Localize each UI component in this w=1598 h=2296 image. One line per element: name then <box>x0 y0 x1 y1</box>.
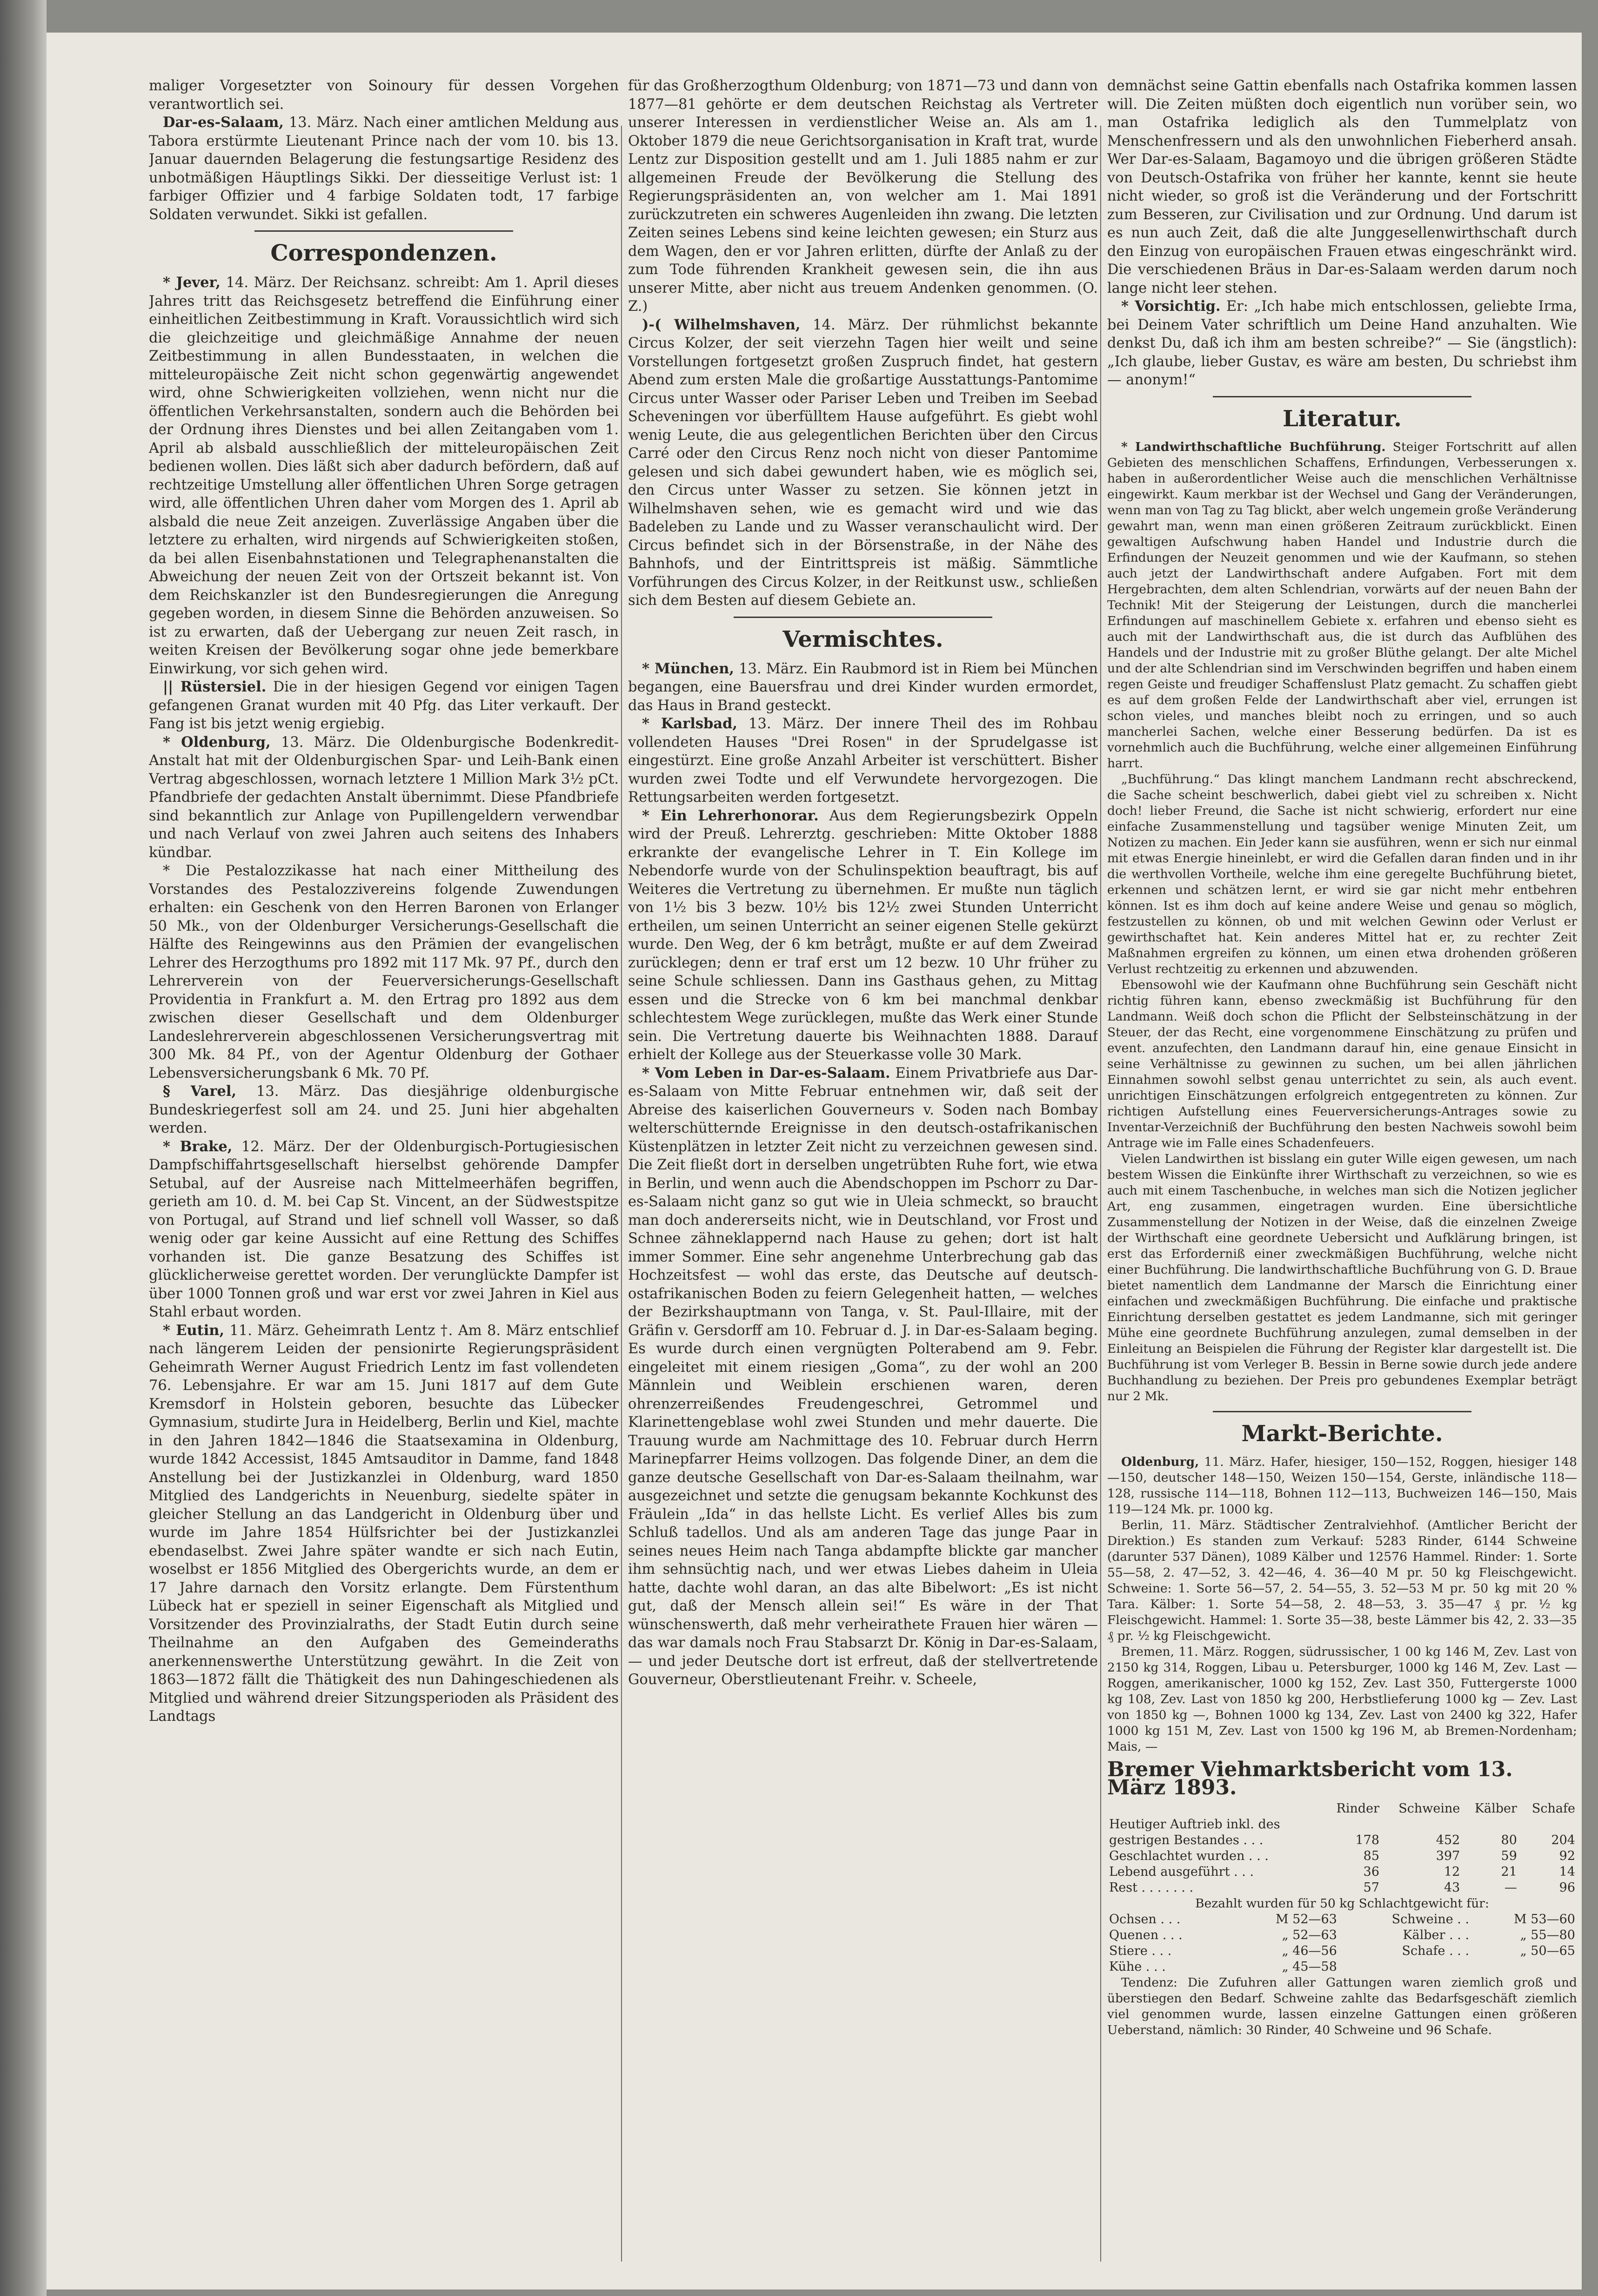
table-cell: Heutiger Auftrieb inkl. des <box>1109 1817 1280 1832</box>
table-cell: 12 <box>1444 1864 1460 1879</box>
viehmarkt-tendenz: Tendenz: Die Zufuhren aller Gattungen waren ziemlich groß und überstiegen den Bedarf. Schweine zahlte das Bedarfsgeschäft ziemlich viel genommen wurde, lassen einzelne Gattungen einen größeren Ueberstand, nämlich: 30 Rinder, 40 Schweine und 96 Schafe. <box>1107 1975 1577 2037</box>
article-vorsichtig: * Vorsichtig. Er: „Ich habe mich entschlossen, geliebte Irma, bei Deinem Vater schriftlich um Deine Hand anzuhalten. Wie denkst Du, daß ich ihm am besten schreibe?“ — Sie (ängstlich): „Ich glaube, lieber Gustav, es wäre am besten, Du schriebst ihm — anonym!“ <box>1107 298 1577 388</box>
table-cell: 21 <box>1501 1864 1517 1879</box>
article-karlsbad: * Karlsbad, 13. März. Der innere Theil des im Rohbau vollendeten Hauses "Drei Rosen" in der Sprudelgasse ist eingestürzt. Eine große Anzahl Arbeiter ist verschüttert. Bisher wurden zwei Todte und elf Verwundete hervorgezogen. Die Rettungsarbeiten werden fortgesetzt. <box>628 715 1098 806</box>
table-header-cell: Schweine <box>1398 1801 1460 1816</box>
table-header-row <box>1107 1801 1577 1817</box>
column-3 <box>1107 77 1577 2271</box>
column-rule-2 <box>1100 126 1101 2262</box>
article-oldenburg: * Oldenburg, 13. März. Die Oldenburgische Bodenkredit-Anstalt hat mit der Oldenburgischen Spar- und Leih-Bank einen Vertrag abgeschlossen, wornach letztere 1 Million Mark 3½ pCt. Pfandbriefe der gedachten Anstalt übernimmt. Diese Pfandbriefe sind bekanntlich zur Anlage von Pupillengeldern verwendbar und nach Verlauf von zwei Jahren auch seitens des Inhabers kündbar. <box>149 733 619 861</box>
review-title: * Landwirthschaftliche Buchführung. <box>1121 439 1386 454</box>
table-cell: „ 46—56 <box>1282 1943 1337 1958</box>
section-heading-literatur: Literatur. <box>1283 405 1402 432</box>
article-dar-es-salaam-leben: * Vom Leben in Dar-es-Salaam. Einem Privatbriefe aus Dar-es-Salaam von Mitte Februar entnehmen wir, daß seit der Abreise des kaiserlichen Gouverneurs v. Soden nach Bombay welterschütternde Ereignisse in den deutsch-ostafrikanischen Küstenplätzen in letzter Zeit nicht zu verzeichnen gewesen sind. Die Zeit fließt dort in derselben ungetrübten Ruhe fort, wie etwa in Berlin, und wenn auch die Abendschoppen im Pschorr zu Dar-es-Salaam nicht ganz so gut wie in Uleia schmeckt, so braucht man doch andererseits nicht, wie in Deutschland, vor Frost und Schnee zähneklappernd nach Hause zu gehen; dort ist halt immer Sommer. Eine sehr angenehme Unterbrechung gab das Hochzeitsfest — wohl das erste, das Deutsche auf deutsch-ostafrikanischen Boden zu feiern Gelegenheit hatten, — welches der Bezirkshauptmann von Tanga, v. St. Paul-Illaire, mit der Gräfin v. Gersdorff am 10. Februar d. J. in Dar-es-Salaam beging. Es wurde durch einen vergnügten Polterabend am 9. Febr. eingeleitet mit einem riesigen „Goma“, zu der wohl an 200 Männlein und Weiblein erschienen waren, deren ohrenzerreißendes Freudengeschrei, Getrommel und Klarinettengeblase wohl zwei Stunden und mehr dauerte. Die Trauung wurde am Nachmittage des 10. Februar durch Herrn Marinepfarrer Heims vollzogen. Das folgende Diner, an dem die ganze deutsche Gesellschaft von Dar-es-Salaam theilnahm, war ausgezeichnet und setzte die genugsam bekannte Kochkunst des Fräulein „Ida“ in das hellste Licht. Es verlief Alles bis zum Schluß tadellos. Und als am anderen Tage das junge Paar in seines neues Heim nach Tanga abdampfte blickte gar mancher ihm sehnsüchtig nach, und wer etwas Liebes daheim in Uleia hatte, dachte wohl daran, an das alte Bibelwort: „Es ist nicht gut, daß der Mensch allein sei!“ Es wäre in der That wünschenswerth, daß mehr verheirathete Frauen hier wären — das war damals noch Frau Stabsarzt Dr. König in Dar-es-Salaam, — und jeder Deutsche dort ist erfreut, daß der stellvertretende Gouverneur, Oberstlieutenant Freihr. v. Scheele, <box>628 1064 1098 1688</box>
table-cell: 397 <box>1436 1848 1460 1863</box>
dateline: * Oldenburg, <box>163 733 271 751</box>
table-cell: 59 <box>1501 1848 1517 1863</box>
article-brake: * Brake, 12. März. Der der Oldenburgisch-Portugiesischen Dampfschiffahrtsgesellschaft hierselbst gehörende Dampfer Setubal, auf der Ausreise nach Mittelmeerhäfen begriffen, gerieth am 10. d. M. bei Cap St. Vincent, an der Südwestspitze von Portugal, auf Strand und lief schnell voll Wasser, so daß wenig oder gar keine Aussicht auf eine Rettung des Schiffes vorhanden ist. Die ganze Besatzung des Schiffes ist glücklicherweise gerettet worden. Der verunglückte Dampfer ist über 1000 Tonnen groß und war erst vor zwei Jahren in Kiel aus Stahl erbaut worden. <box>149 1138 619 1320</box>
review-paragraph: Vielen Landwirthen ist bisslang ein guter Wille eigen gewesen, um nach bestem Wissen die Einkünfte ihrer Wirthschaft zu verzeichnen, so wie es auch mit einem Taschenbuche, in welches man sich die Notizen jeglicher Art, eng zusammen, eingetragen wurden. Eine übersichtliche Zusammenstellung der Notizen in der Weise, daß die einzelnen Zweige der Wirthschaft eine geordnete Uebersicht und Aufklärung bringen, ist erst das Erforderniß einer zweckmäßigen Buchführung, welche nicht einer Buchführung. Die landwirthschaftliche Buchführung von G. D. Braue bietet namentlich dem Landmanne der Marsch die Einrichtung einer einfachen und zweckmäßigen Buchführung. Die einfache und praktische Einrichtung derselben gestattet es jedem Landmanne, sich mit geringer Mühe eine geordnete Buchführung anzulegen, zumal demselben in der Einleitung an Beispielen die Führung der Register klar dargestellt ist. Die Buchführung ist vom Verleger B. Bessin in Berne sowie durch jede andere Buchhandlung zu beziehen. Der Preis pro gebundenes Exemplar beträgt nur 2 Mk. <box>1107 1151 1577 1403</box>
dateline: * Jever, <box>163 274 221 291</box>
market-bremen: Bremen, 11. März. Roggen, südrussischer, 1 00 kg 146 M, Zev. Last von 2150 kg 314, Roggen, Libau u. Petersburger, 1000 kg 146 M, Zev. Last — Roggen, amerikanischer, 1000 kg 152, Zev. Last 350, Futtergerste 1000 kg 108, Zev. Last von 1850 kg 200, Herbstlieferung 1000 kg — Zev. Last von 1850 kg —, Bohnen 1000 kg 134, Zev. Last von 2400 kg 322, Hafer 1000 kg 151 M, Zev. Last von 1500 kg 196 M, ab Bremen-Nordenham; Mais, — <box>1107 1644 1577 1754</box>
table-cell: Stiere . . . <box>1109 1943 1172 1958</box>
newspaper-page <box>47 33 1582 2289</box>
table-cell <box>1339 1959 1471 1975</box>
article-wilhelmshaven: )-( Wilhelmshaven, 14. März. Der rühmlichst bekannte Circus Kolzer, der seit vierzehn Tagen hier weilt und seine Vorstellungen fortgesetzt großen Zuspruch findet, hat gestern Abend zum ersten Male die großartige Ausstattungs-Pantomime Circus unter Wasser oder Pariser Leben und Treiben im Seebad Scheveningen vor überfülltem Hause aufgeführt. Es giebt wohl wenig Leute, die aus gelegentlichen Berichten über den Circus Carré oder den Circus Renz noch nicht von dieser Pantomime gelesen und sich dabei gewundert haben, wie es möglich sei, den Circus unter Wasser zu setzen. Sie können jetzt in Wilhelmshaven sehen, wie es gemacht wird und wie das Badeleben zu Lande und zu Wasser veranschaulicht wird. Der Circus befindet sich in der Börsenstraße, in der Nähe des Bahnhofs, und der Eintrittspreis ist mäßig. Sämmtliche Vorführungen des Circus Kolzer, in der Reitkunst usw., schließen sich dem Besten auf diesem Gebiete an. <box>628 316 1098 609</box>
table-row <box>1107 1912 1577 1927</box>
table-cell: Quenen . . . <box>1109 1927 1183 1942</box>
table-cell: M 53—60 <box>1514 1912 1575 1927</box>
table-cell: Geschlachtet wurden . . . <box>1109 1848 1269 1863</box>
table-cell: 96 <box>1559 1880 1575 1895</box>
table-cell: 178 <box>1355 1833 1380 1847</box>
table-cell: Schweine . . <box>1391 1912 1470 1927</box>
article-ruestersiel: || Rüstersiel. Die in der hiesigen Gegend vor einigen Tagen gefangenen Granat wurden mit 40 Pfg. das Liter verkauft. Der Fang ist bis jetzt wenig ergiebig. <box>149 678 619 732</box>
table-cell: Lebend ausgeführt . . . <box>1109 1864 1254 1879</box>
article-muenchen: * München, 13. März. Ein Raubmord ist in Riem bei München begangen, eine Bauersfrau und drei Kinder wurden ermordet, das Haus in Brand gesteckt. <box>628 660 1098 714</box>
section-separator <box>1213 1411 1471 1412</box>
table-cell: 57 <box>1363 1880 1380 1895</box>
table-row <box>1107 1959 1577 1975</box>
dateline: * Vorsichtig. <box>1121 298 1221 315</box>
dateline: * Karlsbad, <box>642 715 738 732</box>
market-reports: Oldenburg, 11. März. Hafer, hiesiger, 150—152, Roggen, hiesiger 148—150, deutscher 148—150, Weizen 150—154, Gerste, inländische 118—128, russische 114—118, Bohnen 112—113, Buchweizen 146—150, Mais 119—124 Mk. pr. 1000 kg. Berlin, 11. März. Städtischer Zentralviehhof. (Amtlicher Bericht der Direktion.) Es standen zum Verkauf: 5283 Rinder, 6144 Schweine (darunter 537 Dänen), 1089 Kälber und 12576 Hammel. Rinder: 1. Sorte 55—58, 2. 47—52, 3. 42—46, 4. 36—40 M pr. 50 kg Fleischgewicht. Schweine: 1. Sorte 56—57, 2. 54—55, 3. 52—53 M pr. 50 kg mit 20 % Tara. Kälber: 1. Sorte 54—58, 2. 48—53, 3. 35—47 ₰ pr. ½ kg Fleischgewicht. Hammel: 1. Sorte 35—38, beste Lämmer bis 42, 2. 33—35 ₰ pr. ½ kg Fleischgewicht. Bremen, 11. März. Roggen, südrussischer, 1 00 kg 146 M, Zev. Last von 2150 kg 314, Roggen, Libau u. Petersburger, 1000 kg 146 M, Zev. Last — Roggen, amerikanischer, 1000 kg 152, Zev. Last 350, Futtergerste 1000 kg 108, Zev. Last von 1850 kg 200, Herbstlieferung 1000 kg — Zev. Last von 1850 kg —, Bohnen 1000 kg 134, Zev. Last von 2400 kg 322, Hafer 1000 kg 151 M, Zev. Last von 1500 kg 196 M, ab Bremen-Nordenham; Mais, — <box>1107 1454 1577 1754</box>
table-cell: „ 55—80 <box>1520 1927 1575 1942</box>
table-cell: 14 <box>1559 1864 1575 1879</box>
table-header-cell: Schafe <box>1531 1801 1575 1816</box>
table-row <box>1107 1864 1577 1880</box>
table-cell: 85 <box>1363 1848 1380 1863</box>
review-paragraph: Ebensowohl wie der Kaufmann ohne Buchführung sein Geschäft nicht richtig führen kann, ebenso zweckmäßig ist Buchführung für den Landmann. Weiß doch schon die Pflicht der Selbsteinschätzung in der Steuer, der das Recht, eine vorgenommene Einschätzung zu prüfen und event. anzufechten, den Landmann darauf hin, eine genaue Einsicht in seine Verhältnisse zu gewinnen zu suchen, um bei allen jährlichen Einnahmen sowohl selbst genau unterrichtet zu sein, als auch event. unrichtigen Einschätzungen erfolgreich entgegentreten zu können. Zur richtigen Aufstellung eines Feuerversicherungs-Antrages sowie zu Inventar-Verzeichniß der Buchführung den besten Nachweis sowohl beim Antrage wie im Falle eines Schadenfeuers. <box>1107 977 1577 1150</box>
table-cell: 204 <box>1551 1833 1575 1847</box>
table-row <box>1107 1880 1577 1896</box>
article-lehrerhonorar: * Ein Lehrerhonorar. Aus dem Regierungsbezirk Oppeln wird der Preuß. Lehrerztg. geschrieben: Mitte Oktober 1888 erkrankte der evangelische Lehrer in T. Ein Kollege im Nebendorfe wurde von der Schulinspektion beauftragt, bis auf Weiteres die Vertretung zu übernehmen. Er mußte nun täglich von 1½ bis 3 bezw. 10½ bis 12½ zwei Stunden Unterricht ertheilen, um seinen Unterricht an seiner eigenen Stelle gekürzt wurde. Den Weg, der 6 km betrågt, mußte er auf dem Zweirad zurücklegen; denn er traf erst um 12 bezw. 10 Uhr früher zu seine Schule schliessen. Dann ins Gasthaus gehen, zu Mittag essen und die Strecke von 6 km bei manchmal denkbar schlechtestem Wege zurücklegen, mußte das Werk einer Stunde sein. Die Vertretung dauerte bis Weihnachten 1888. Darauf erhielt der Kollege aus der Steuerkasse volle 30 Mark. <box>628 807 1098 1063</box>
table-cell: — <box>1504 1880 1517 1895</box>
article-continuation: demnächst seine Gattin ebenfalls nach Ostafrika kommen lassen will. Die Zeiten müßten doch eigentlich nun vorüber sein, wo man Ostafrika lediglich als den Tummelplatz von Menschenfressern und als den unwohnlichen Fieberherd ansah. Wer Dar-es-Salaam, Bagamoyo und die übrigen größeren Städte von Deutsch-Ostafrika von früher her kannte, kennt sie heute nicht wieder, so groß ist die Veränderung und der Fortschritt zum Besseren, zur Civilisation und zur Ordnung. Und darum ist es nun auch Zeit, daß die alte Junggesellenwirthschaft durch den Einzug von europäischen Frauen etwas eingeschränkt wird. Die verschiedenen Bräus in Dar-es-Salaam werden darum noch lange nicht leer stehen. <box>1107 78 1577 296</box>
viehmarkt-price-note: Bezahlt wurden für 50 kg Schlachtgewicht für: <box>1195 1896 1489 1911</box>
table-cell: 452 <box>1436 1833 1460 1847</box>
dateline: * Eutin, <box>163 1322 225 1339</box>
table-cell <box>1381 1817 1462 1833</box>
table-cell <box>1519 1817 1577 1833</box>
dateline: * Ein Lehrerhonorar. <box>642 807 819 824</box>
article-varel: § Varel, 13. März. Das diesjährige oldenburgische Bundeskriegerfest soll am 24. und 25. Juni hier abgehalten werden. <box>149 1083 619 1136</box>
column-rule-1 <box>621 126 622 2262</box>
section-separator <box>254 230 513 232</box>
literature-review: * Landwirthschaftliche Buchführung. Steiger Fortschritt auf allen Gebieten des menschlichen Schaffens, Erfindungen, Verbesserungen x. haben in außerordentlicher Weise auch die menschlichen Verhältnisse eingewirkt. Kaum merkbar ist der Wechsel und Gang der Veränderungen, wenn man von Tag zu Tag blickt, aber welch ungemein große Veränderung gewahrt man, wenn man einen größeren Zeitraum zurückblickt. Einen gewaltigen Aufschwung haben Handel und Industrie durch die Erfindungen der Neuzeit genommen und wie der Kaufmann, so stehen auch jetzt der Landwirthschaft andere Aufgaben. Fort mit dem Hergebrachten, dem alten Schlendrian, vorwärts auf der neuen Bahn der Technik! Mit der Steigerung der Leistungen, durch die mancherlei Erfindungen auf maschinellem Gebiete x. erfahren und ebenso sieht es auch mit der Landwirthschaft aus, die ist durch das Aufblühen des Handels und der Industrie mit zu großer Blüthe gelangt. Der alte Michel und der alte Schlendrian sind im Verschwinden begriffen und haben einem regen Geiste und freudiger Schaffenslust Platz gemacht. Zu schaffen giebt es auf dem großen Felde der Landwirthschaft aber viel, errungen ist schon vieles, und manches bleibt noch zu erringen, und so auch mancherlei Sachen, welche einer Besserung bedürfen. Da ist es vornehmlich auch die Buchführung, welche einer allgemeinen Einführung harrt. „Buchführung.“ Das klingt manchem Landmann recht abschreckend, die Sache scheint beschwerlich, dabei giebt viel zu schreiben x. Nicht doch! lieber Freund, die Sache ist nicht schwierig, erfordert nur eine einfache Zusammenstellung und tagsüber wenige Minuten Zeit, um Notizen zu machen. Ein Jeder kann sie ausführen, wenn er sich nur einmal mit etwas Energie hineinlebt, er wird die Gefallen daran finden und in ihr die werthvollen Vortheile, welche ihm eine geregelte Buchführung bietet, erkennen und schätzen lernt, er wird sie gar nicht mehr entbehren können. Ist es ihm doch auf keine andere Weise und genau so möglich, festzustellen zu können, ob und mit welchen Gewinn oder Verlust er gewirthschaftet hat. Kein anderes Mittel hat er, zu rechter Zeit Maßnahmen ergreifen zu können, um einen etwa drohenden größeren Verlust rechtzeitig zu erkennen und abzuwenden. Ebensowohl wie der Kaufmann ohne Buchführung sein Geschäft nicht richtig führen kann, ebenso zweckmäßig ist Buchführung für den Landmann. Weiß doch schon die Pflicht der Selbsteinschätzung in der Steuer, der das Recht, eine vorgenommene Einschätzung zu prüfen und event. anzufechten, den Landmann darauf hin, eine genaue Einsicht in seine Verhältnisse zu gewinnen zu suchen, um bei allen jährlichen Einnahmen sowohl selbst genau unterrichtet zu sein, als auch event. unrichtigen Einschätzungen erfolgreich entgegentreten zu können. Zur richtigen Aufstellung eines Feuerversicherungs-Antrages sowie zu Inventar-Verzeichniß der Buchführung den besten Nachweis sowohl beim Antrage wie im Falle eines Schadenfeuers. Vielen Landwirthen ist bisslang ein guter Wille eigen gewesen, um nach bestem Wissen die Einkünfte ihrer Wirthschaft zu verzeichnen, so wie es auch mit einem Taschenbuche, in welches man sich die Notizen jeglicher Art, eng zusammen, eingetragen wurden. Eine übersichtliche Zusammenstellung der Notizen in der Weise, daß die einzelnen Zweige der Wirthschaft eine geordnete Uebersicht und Aufklärung bringen, ist erst das Erforderniß einer zweckmäßigen Buchführung, welche nicht einer Buchführung. Die landwirthschaftliche Buchführung von G. D. Braue bietet namentlich dem Landmanne der Marsch die Einrichtung einer einfachen und zweckmäßigen Buchführung. Die einfache und praktische Einrichtung derselben gestattet es jedem Landmanne, sich mit geringer Mühe eine geordnete Buchführung anzulegen, zumal demselben in der Einleitung an Beispielen die Führung der Register klar dargestellt ist. Die Buchführung ist vom Verleger B. Bessin in Berne sowie durch jede andere Buchhandlung zu beziehen. Der Preis pro gebundenes Exemplar beträgt nur 2 Mk. <box>1107 439 1577 1403</box>
table-cell: 92 <box>1559 1848 1575 1863</box>
article-dar-es-salaam: Dar-es-Salaam, 13. März. Nach einer amtlichen Meldung aus Tabora erstürmte Lieutenant Prince nach der vom 10. bis 13. Januar dauernden Belagerung die festungsartige Residenz des unbotmäßigen Häuptlings Sikki. Der diesseitige Verlust ist: 1 farbiger Offizier und 4 farbige Soldaten todt, 17 farbige Soldaten verwundet. Sikki ist gefallen. <box>149 114 619 223</box>
article-pestalozzikasse: * Die Pestalozzikasse hat nach einer Mittheilung des Vorstandes des Pestalozzivereins folgende Zuwendungen erhalten: ein Geschenk von den Herren Baronen von Erlanger 50 Mk., von der Oldenburger Versicherungs-Gesellschaft die Hälfte des Reingewinns aus den Prämien der evangelischen Lehrer des Herzogthums pro 1892 mit 117 Mk. 97 Pf., durch den Lehrerverein von der Feuerversicherungs-Gesellschaft Providentia in Frankfurt a. M. den Ertrag pro 1892 aus dem zwischen dieser Gesellschaft und dem Oldenburger Landeslehrerverein abgeschlossenen Versicherungsvertrag mit 300 Mk. 84 Pf., von der Agentur Oldenburg der Gothaer Lebensversicherungsbank 6 Mk. 70 Pf. <box>149 863 619 1081</box>
table-row <box>1107 1848 1577 1864</box>
table-cell <box>1462 1817 1519 1833</box>
section-separator <box>734 617 992 618</box>
dateline: Dar-es-Salaam, <box>163 114 284 131</box>
dateline: || Rüstersiel. <box>163 678 267 695</box>
table-cell: Kälber . . . <box>1403 1927 1470 1942</box>
article-continuation: maliger Vorgesetzter von Soinoury für dessen Vorgehen verantwortlich sei. <box>149 78 619 113</box>
table-cell <box>1471 1959 1577 1975</box>
section-heading-marktberichte: Markt-Berichte. <box>1241 1420 1443 1447</box>
table-cell: Schafe . . . <box>1402 1943 1470 1958</box>
viehmarkt-price-table <box>1107 1912 1577 1975</box>
section-separator <box>1213 396 1471 397</box>
viehmarkt-title: Bremer Viehmarktsbericht vom 13. März 1893. <box>1107 1757 1513 1799</box>
table-cell: „ 52—63 <box>1282 1927 1337 1942</box>
table-row <box>1107 1833 1577 1848</box>
table-header-cell: Kälber <box>1474 1801 1517 1816</box>
table-cell: 36 <box>1363 1864 1380 1879</box>
article-jever: * Jever, 14. März. Der Reichsanz. schreibt: Am 1. April dieses Jahres tritt das Reichsgesetz betreffend die Einführung einer einheitlichen Zeitbestimmung in Kraft. Voraussichtlich wird sich die gleichzeitige und gleichmäßige Annahme der neuen Zeitbestimmung in allen Bundesstaaten, in welchen die mitteleuropäische Zeit nicht schon gegenwärtig angewendet wird, ohne Schwierigkeiten vollziehen, wenn nicht nur die öffentlichen Verkehrsanstalten, sondern auch die Behörden bei der Ordnung ihres Dienstes und bei allen Zeitangaben vom 1. April ab alsbald ausschließlich der mitteleuropäischen Zeit bedienen wollen. Dies läßt sich aber dadurch befördern, daß auf rechtzeitige Umstellung aller öffentlichen Uhren Sorge getragen wird, alle öffentlichen Uhren daher vom Morgen des 1. April ab alsbald die neue Zeit anzeigen. Zuverlässige Angaben über die letztere zu erhalten, wird nirgends auf Schwierigkeiten stoßen, da bei allen Eisenbahnstationen und Telegraphenanstalten die Abweichung der neuen Zeit von der Ortszeit bekannt ist. Von dem Reichskanzler ist den Bundesregierungen die Anregung gegeben worden, in diesem Sinne die Behörden anzuweisen. So ist zu erwarten, daß der Uebergang zur neuen Zeit rasch, in weiten Kreisen der Bevölkerung sogar ohne jede bemerkbare Einwirkung, vor sich gehen wird. <box>149 274 619 677</box>
article-eutin: * Eutin, 11. März. Geheimrath Lentz †. Am 8. März entschlief nach längerem Leiden der pensionirte Regierungspräsident Geheimrath Werner August Friedrich Lentz im fast vollendeten 76. Lebensjahre. Er war am 15. Juni 1817 auf dem Gute Kremsdorf in Holstein geboren, besuchte das Lübecker Gymnasium, studirte Jura in Heidelberg, Berlin und Kiel, machte in den Jahren 1842—1846 die Staatsexamina in Oldenburg, wurde 1842 Accessist, 1845 Amtsauditor in Damme, fand 1848 Anstellung bei der Justizkanzlei in Oldenburg, ward 1850 Mitglied des Landgerichts in Neuenburg, siedelte später in gleicher Stellung an das Landgericht in Oldenburg über und wurde im Jahre 1854 Hülfsrichter bei der Justizkanzlei ebendaselbst. Zwei Jahre später wandte er sich nach Eutin, woselbst er 1856 Mitglied des Obergerichts wurde, an dem er 17 Jahre darnach den Vorsitz erlangte. Dem Fürstenthum Lübeck hat er speziell in seiner Eigenschaft als Mitglied und Vorsitzender des Provinzialraths, der Stadt Eutin durch seine Theilnahme an den Aufgaben des Gemeinderaths anerkennenswerthe Unterstützung gewährt. In die Zeit von 1863—1872 fällt die Thätigkeit des nun Dahingeschiedenen als Mitglied und während dreier Sitzungsperioden als Präsident des Landtags <box>149 1322 619 1725</box>
table-row <box>1107 1817 1577 1833</box>
table-cell: Kühe . . . <box>1109 1959 1166 1974</box>
table-cell: „ 45—58 <box>1282 1959 1337 1974</box>
table-header-cell <box>1107 1801 1324 1817</box>
table-row <box>1107 1927 1577 1943</box>
dateline: * Vom Leben in Dar-es-Salaam. <box>642 1064 890 1081</box>
table-header-cell: Rinder <box>1336 1801 1380 1816</box>
table-row <box>1107 1943 1577 1959</box>
dateline: * Brake, <box>163 1138 233 1155</box>
table-cell: 43 <box>1444 1880 1460 1895</box>
dateline: § Varel, <box>163 1083 237 1100</box>
table-cell: M 52—63 <box>1275 1912 1337 1927</box>
market-berlin: Berlin, 11. März. Städtischer Zentralviehhof. (Amtlicher Bericht der Direktion.) Es standen zum Verkauf: 5283 Rinder, 6144 Schweine (darunter 537 Dänen), 1089 Kälber und 12576 Hammel. Rinder: 1. Sorte 55—58, 2. 47—52, 3. 42—46, 4. 36—40 M pr. 50 kg Fleischgewicht. Schweine: 1. Sorte 56—57, 2. 54—55, 3. 52—53 M pr. 50 kg mit 20 % Tara. Kälber: 1. Sorte 54—58, 2. 48—53, 3. 35—47 ₰ pr. ½ kg Fleischgewicht. Hammel: 1. Sorte 35—38, beste Lämmer bis 42, 2. 33—35 ₰ pr. ½ kg Fleischgewicht. <box>1107 1517 1577 1643</box>
section-heading-correspondenzen: Correspondenzen. <box>270 240 497 266</box>
table-cell <box>1324 1817 1381 1833</box>
review-paragraph: „Buchführung.“ Das klingt manchem Landmann recht abschreckend, die Sache scheint beschwerlich, dabei giebt viel zu schreiben x. Nicht doch! lieber Freund, die Sache ist nicht schwierig, erfordert nur eine einfache Zusammenstellung und tagsüber wenige Minuten Zeit, um Notizen zu machen. Ein Jeder kann sie ausführen, wenn er sich nur einmal mit etwas Energie hineinlebt, er wird die Gefallen daran finden und in ihr die werthvollen Vortheile, welche ihm eine geregelte Buchführung bietet, erkennen und schätzen lernt, er wird sie gar nicht mehr entbehren können. Ist es ihm doch auf keine andere Weise und genau so möglich, festzustellen zu können, ob und mit welchen Gewinn oder Verlust er gewirthschaftet hat. Kein anderes Mittel hat er, zu rechter Zeit Maßnahmen ergreifen zu können, um einen etwa drohenden größeren Verlust rechtzeitig zu erkennen und abzuwenden. <box>1107 772 1577 976</box>
table-cell: „ 50—65 <box>1520 1943 1575 1958</box>
viehmarkt-table <box>1107 1801 1577 1896</box>
article-continuation: für das Großherzogthum Oldenburg; von 1871—73 und dann von 1877—81 gehörte er dem deutschen Reichstag als Vertreter unserer Interessen in verdienstlicher Weise an. Als am 1. Oktober 1879 die neue Gerichtsorganisation in Kraft trat, wurde Lentz zur Disposition gestellt und am 1. Juli 1885 nahm er zur allgemeinen Freude der Bevölkerung die Stellung des Regierungspräsidenten an, von welcher am 1. Mai 1891 zurückzutreten ein schweres Augenleiden ihn zwang. Die letzten Zeiten seines Lebens sind keine leichten gewesen; ein Sturz aus dem Wagen, den er vor Jahren erlitten, dürfte der Anlaß zu der zum Tode führenden Krankheit gewesen sein, die ihn aus unserer Mitte, aber nicht aus treuem Andenken genommen. (O. Z.) <box>628 78 1098 315</box>
table-cell: Ochsen . . . <box>1109 1912 1181 1927</box>
column-1 <box>149 77 619 2271</box>
table-cell: Rest . . . . . . . <box>1109 1880 1194 1895</box>
dateline: Oldenburg, <box>1121 1454 1199 1469</box>
dateline: )-( Wilhelmshaven, <box>642 316 801 333</box>
table-cell: gestrigen Bestandes . . . <box>1109 1833 1264 1847</box>
section-heading-vermischtes: Vermischtes. <box>782 626 943 652</box>
table-cell: 80 <box>1501 1833 1517 1847</box>
column-2 <box>628 77 1098 2271</box>
dateline: * München, <box>642 660 735 677</box>
page-binding-shadow <box>0 0 47 2296</box>
